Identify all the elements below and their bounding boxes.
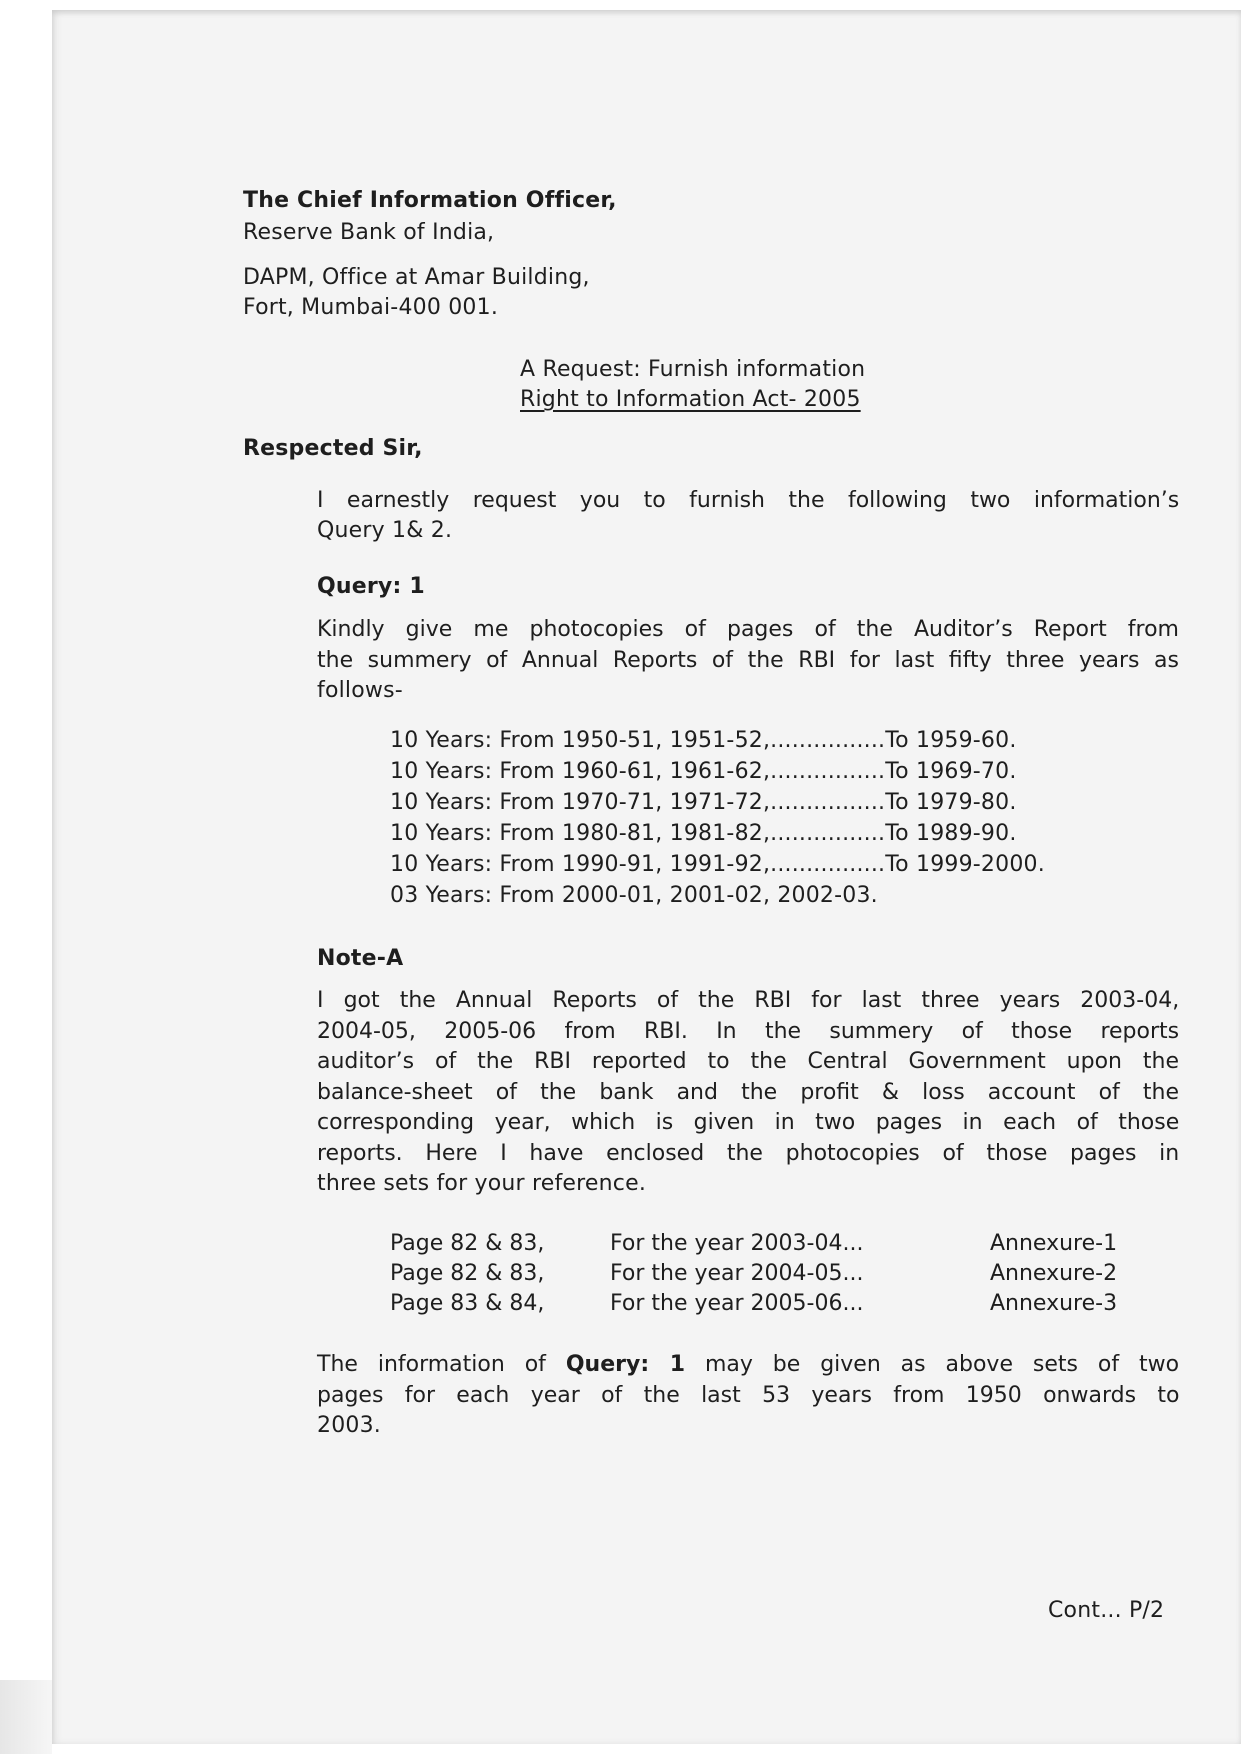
annexure-year: For the year 2004-05... [610,1261,864,1286]
query1-line: the summery of Annual Reports of the RBI for last fifty three years as [317,647,1179,673]
intro-line: Query 1& 2. [317,518,453,543]
years-item: 10 Years: From 1990-91, 1991-92,................To 1999-2000. [390,852,1045,877]
annexure-pages: Page 83 & 84, [390,1291,545,1316]
subject-line2: Right to Information Act- 2005 [520,387,861,412]
note-a-line: auditor’s of the RBI reported to the Central Government upon the [317,1049,1179,1074]
note-a-line: 2004-05, 2005-06 from RBI. In the summery of those reports [317,1018,1180,1044]
closing-line: pages for each year of the last 53 years from 1950 onwards to [317,1382,1180,1408]
years-item: 10 Years: From 1970-71, 1971-72,................To 1979-80. [390,790,1017,815]
note-a-line: I got the Annual Reports of the RBI for last three years 2003-04, [317,988,1180,1013]
note-a-line: balance-sheet of the bank and the profit & loss account of the [317,1079,1179,1105]
closing-line [317,1350,1179,1381]
years-item: 10 Years: From 1950-51, 1951-52,................To 1959-60. [390,728,1017,753]
annexure-label: Annexure-2 [990,1261,1118,1286]
note-a-line: three sets for your reference. [317,1171,647,1196]
intro-paragraph [317,486,1179,517]
annexure-year: For the year 2003-04... [610,1231,864,1256]
annexure-label: Annexure-1 [990,1231,1118,1256]
years-item: 10 Years: From 1980-81, 1981-82,................To 1989-90. [390,821,1017,846]
note-a-heading: Note-A [317,946,404,971]
addressee-line3: Fort, Mumbai-400 001. [243,295,499,320]
years-item: 10 Years: From 1960-61, 1961-62,................To 1969-70. [390,759,1017,784]
closing-prefix: The information of [317,1352,546,1377]
query1-heading: Query: 1 [317,574,425,599]
closing-suffix: may be given as above sets of two [704,1352,1180,1377]
subject-line1: A Request: Furnish information [520,357,866,382]
query1-line: follows- [317,678,403,703]
query1-line: Kindly give me photocopies of pages of the Auditor’s Report from [317,617,1179,642]
addressee-title: The Chief Information Officer, [243,188,617,213]
salutation: Respected Sir, [243,436,423,461]
addressee-line2: DAPM, Office at Amar Building, [243,265,590,290]
closing-line: 2003. [317,1413,381,1438]
note-a-paragraph [317,986,1179,1169]
query1-paragraph [317,615,1179,676]
closing-bold: Query: 1 [565,1352,686,1377]
note-a-line: corresponding year, which is given in two pages in each of those [317,1110,1180,1135]
scan-shadow [0,1680,52,1754]
continuation-note: Cont... P/2 [1048,1598,1165,1623]
note-a-line: reports. Here I have enclosed the photocopies of those pages in [317,1140,1180,1166]
addressee-line1: Reserve Bank of India, [243,220,495,245]
closing-paragraph [317,1350,1179,1411]
annexure-pages: Page 82 & 83, [390,1261,545,1286]
annexure-label: Annexure-3 [990,1291,1118,1316]
annexure-pages: Page 82 & 83, [390,1231,545,1256]
annexure-year: For the year 2005-06... [610,1291,864,1316]
years-item: 03 Years: From 2000-01, 2001-02, 2002-03. [390,883,878,908]
intro-line: I earnestly request you to furnish the following two information’s [317,488,1180,513]
